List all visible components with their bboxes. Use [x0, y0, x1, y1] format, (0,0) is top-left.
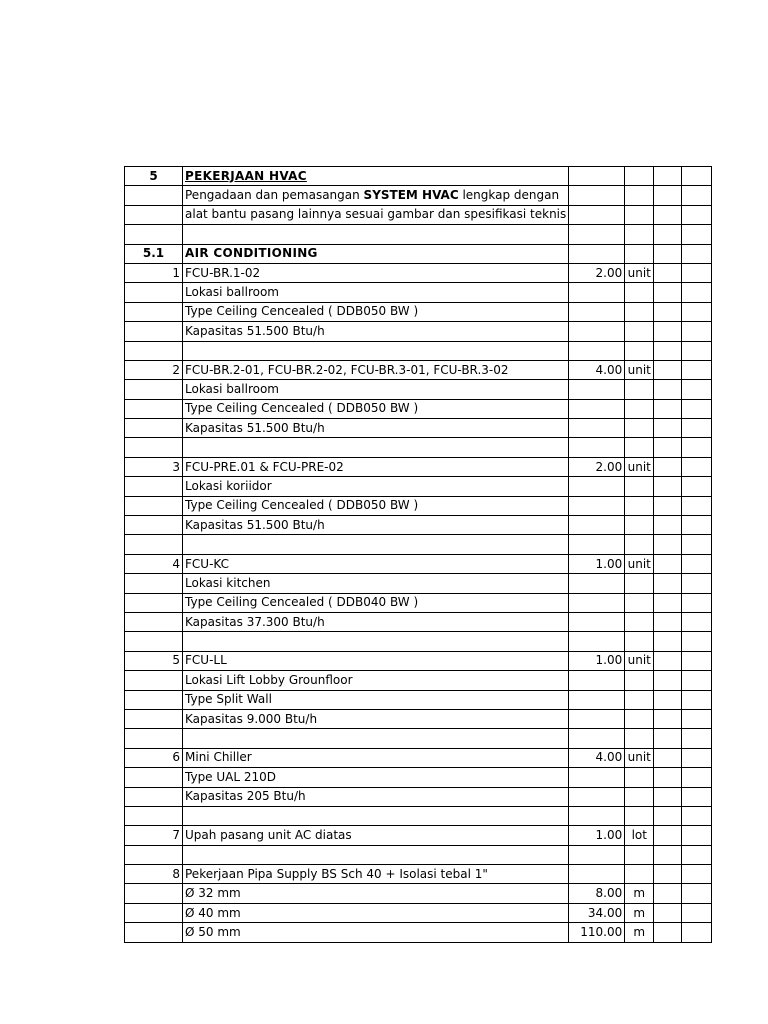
pipe-qty: 110.00 — [569, 923, 625, 942]
blank-row — [125, 225, 712, 244]
section-intro: Pengadaan dan pemasangan SYSTEM HVAC lengkap dengan — [183, 186, 569, 205]
pipe-qty: 34.00 — [569, 903, 625, 922]
item-total — [682, 554, 712, 573]
item-row — [125, 457, 712, 476]
item-detail-row — [125, 787, 712, 806]
section-title: PEKERJAAN HVAC — [185, 168, 307, 183]
item-detail-row — [125, 380, 712, 399]
item-qty: 1.00 — [569, 826, 625, 845]
item-row — [125, 651, 712, 670]
pipe-size: Ø 40 mm — [183, 903, 569, 922]
item-detail: Lokasi kitchen — [183, 574, 569, 593]
item-unit: unit — [625, 360, 654, 379]
item-qty: 2.00 — [569, 263, 625, 282]
section-number: 5 — [125, 167, 183, 186]
blank-row — [125, 806, 712, 825]
blank-row — [125, 729, 712, 748]
section-intro-line2: alat bantu pasang lainnya sesuai gambar dan spesifikasi teknis — [183, 205, 569, 224]
item-detail: Kapasitas 51.500 Btu/h — [183, 516, 569, 535]
item-name: Pekerjaan Pipa Supply BS Sch 40 + Isolasi tebal 1" — [183, 865, 569, 884]
item-name: FCU-LL — [183, 651, 569, 670]
item-name: Mini Chiller — [183, 748, 569, 767]
section-title-cell — [183, 167, 569, 186]
item-row — [125, 748, 712, 767]
pipe-size: Ø 50 mm — [183, 923, 569, 942]
item-detail: Kapasitas 37.300 Btu/h — [183, 612, 569, 631]
item-row — [125, 360, 712, 379]
pipe-row — [125, 923, 712, 942]
section-intro-row-2 — [125, 205, 712, 224]
item-name: Upah pasang unit AC diatas — [183, 826, 569, 845]
item-qty: 2.00 — [569, 457, 625, 476]
item-price — [654, 748, 682, 767]
item-number: 7 — [125, 826, 183, 845]
item-unit: unit — [625, 554, 654, 573]
item-number: 4 — [125, 554, 183, 573]
item-detail: Lokasi koriidor — [183, 477, 569, 496]
item-qty: 1.00 — [569, 554, 625, 573]
item-total — [682, 263, 712, 282]
item-detail-row — [125, 671, 712, 690]
item-detail-row — [125, 516, 712, 535]
pipe-qty: 8.00 — [569, 884, 625, 903]
item-number: 5 — [125, 651, 183, 670]
boq-body — [125, 167, 712, 943]
item-detail: Type Split Wall — [183, 690, 569, 709]
item-detail-row — [125, 593, 712, 612]
item-detail: Kapasitas 51.500 Btu/h — [183, 419, 569, 438]
item-detail: Kapasitas 9.000 Btu/h — [183, 709, 569, 728]
pipe-header-row — [125, 865, 712, 884]
subsection-header-row — [125, 244, 712, 263]
item-number: 1 — [125, 263, 183, 282]
item-detail: Lokasi Lift Lobby Grounfloor — [183, 671, 569, 690]
subsection-number: 5.1 — [125, 244, 183, 263]
item-name: FCU-BR.1-02 — [183, 263, 569, 282]
item-name: FCU-BR.2-01, FCU-BR.2-02, FCU-BR.3-01, FCU-BR.3-02 — [183, 360, 569, 379]
item-detail-row — [125, 768, 712, 787]
pipe-unit: m — [625, 884, 654, 903]
item-total — [682, 826, 712, 845]
item-detail: Type Ceiling Cencealed ( DDB050 BW ) — [183, 496, 569, 515]
pipe-row — [125, 884, 712, 903]
item-detail-row — [125, 283, 712, 302]
item-detail-row — [125, 399, 712, 418]
blank-row — [125, 535, 712, 554]
section-intro-row — [125, 186, 712, 205]
pipe-unit: m — [625, 923, 654, 942]
item-detail-row — [125, 612, 712, 631]
item-number: 2 — [125, 360, 183, 379]
item-detail-row — [125, 322, 712, 341]
item-number: 8 — [125, 865, 183, 884]
item-name: FCU-KC — [183, 554, 569, 573]
item-detail: Lokasi ballroom — [183, 380, 569, 399]
item-detail: Type UAL 210D — [183, 768, 569, 787]
blank-row — [125, 438, 712, 457]
item-total — [682, 651, 712, 670]
item-detail: Type Ceiling Cencealed ( DDB040 BW ) — [183, 593, 569, 612]
item-price — [654, 651, 682, 670]
item-unit: unit — [625, 651, 654, 670]
pipe-size: Ø 32 mm — [183, 884, 569, 903]
blank-row — [125, 845, 712, 864]
system-hvac-label: SYSTEM HVAC — [363, 188, 459, 203]
item-detail: Lokasi ballroom — [183, 283, 569, 302]
pipe-unit: m — [625, 903, 654, 922]
item-detail-row — [125, 419, 712, 438]
item-row — [125, 826, 712, 845]
item-detail-row — [125, 477, 712, 496]
item-price — [654, 263, 682, 282]
section-header-row — [125, 167, 712, 186]
item-detail-row — [125, 302, 712, 321]
item-unit: unit — [625, 263, 654, 282]
item-price — [654, 826, 682, 845]
item-detail-row — [125, 496, 712, 515]
item-unit: lot — [625, 826, 654, 845]
item-number: 6 — [125, 748, 183, 767]
item-total — [682, 748, 712, 767]
item-detail: Kapasitas 51.500 Btu/h — [183, 322, 569, 341]
item-total — [682, 457, 712, 476]
item-row — [125, 263, 712, 282]
boq-table — [124, 166, 712, 943]
blank-row — [125, 341, 712, 360]
item-number: 3 — [125, 457, 183, 476]
subsection-title-cell — [183, 244, 569, 263]
item-detail-row — [125, 709, 712, 728]
item-price — [654, 457, 682, 476]
blank-row — [125, 632, 712, 651]
item-unit: unit — [625, 457, 654, 476]
item-detail-row — [125, 574, 712, 593]
item-detail: Type Ceiling Cencealed ( DDB050 BW ) — [183, 302, 569, 321]
item-detail: Kapasitas 205 Btu/h — [183, 787, 569, 806]
item-name: FCU-PRE.01 & FCU-PRE-02 — [183, 457, 569, 476]
item-row — [125, 554, 712, 573]
item-qty: 1.00 — [569, 651, 625, 670]
item-detail-row — [125, 690, 712, 709]
item-total — [682, 360, 712, 379]
item-price — [654, 554, 682, 573]
item-qty: 4.00 — [569, 360, 625, 379]
item-price — [654, 360, 682, 379]
item-unit: unit — [625, 748, 654, 767]
item-detail: Type Ceiling Cencealed ( DDB050 BW ) — [183, 399, 569, 418]
item-qty: 4.00 — [569, 748, 625, 767]
subsection-title: AIR CONDITIONING — [185, 246, 318, 261]
pipe-row — [125, 903, 712, 922]
